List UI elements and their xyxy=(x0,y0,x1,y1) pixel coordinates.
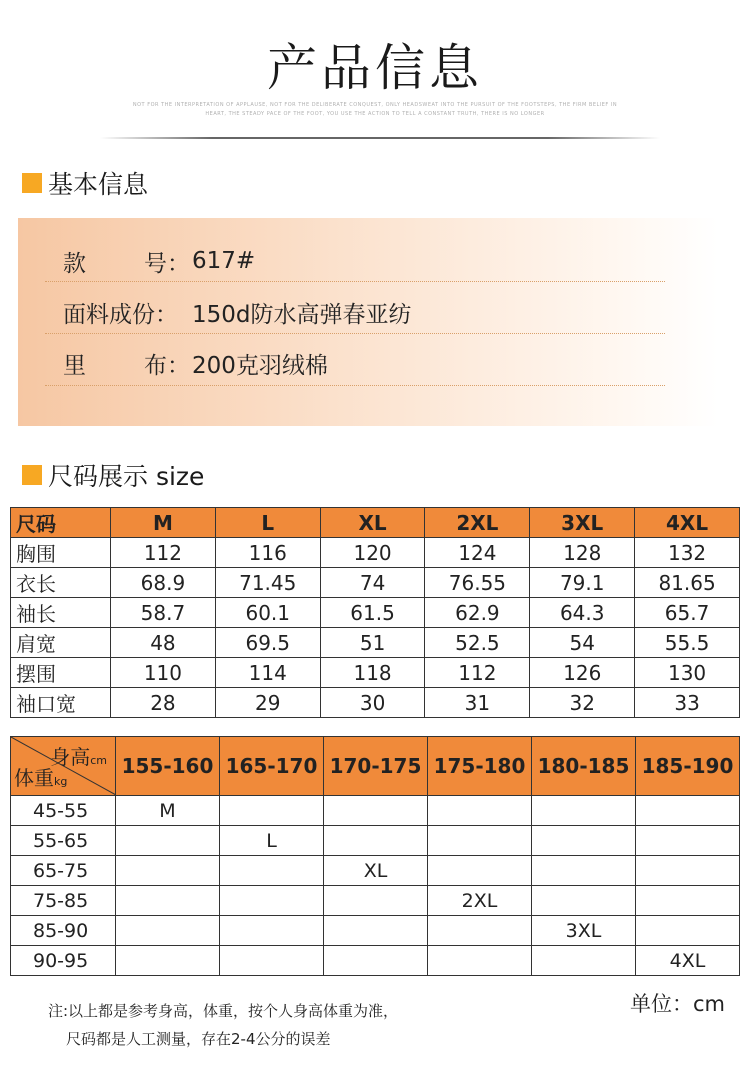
corner-height-label: 身高cm xyxy=(50,745,107,769)
fit-cell: XL xyxy=(324,856,428,886)
fit-cell xyxy=(532,886,636,916)
info-label-style xyxy=(45,245,190,278)
size-heading xyxy=(22,460,204,490)
fit-cell xyxy=(428,856,532,886)
table-cell: 32 xyxy=(530,688,635,718)
fit-cell xyxy=(220,946,324,976)
weight-range: 90-95 xyxy=(11,946,116,976)
dotted-divider xyxy=(45,281,665,282)
fit-table xyxy=(10,736,740,976)
note-line-2: 尺码都是人工测量，存在2-4公分的误差 xyxy=(66,1030,331,1048)
table-cell: 69.5 xyxy=(215,628,320,658)
fit-cell xyxy=(324,886,428,916)
table-cell: 58.7 xyxy=(111,598,216,628)
table-row xyxy=(11,628,740,658)
fit-cell xyxy=(636,856,740,886)
table-cell: 64.3 xyxy=(530,598,635,628)
height-range-header: 155-160 xyxy=(116,737,220,796)
table-cell: 60.1 xyxy=(215,598,320,628)
title-divider xyxy=(100,137,660,139)
size-table xyxy=(10,507,740,718)
size-heading-text: 尺码展示 size xyxy=(48,462,205,491)
fit-cell xyxy=(324,946,428,976)
fit-cell xyxy=(220,886,324,916)
info-label-lining xyxy=(45,347,190,380)
table-cell: 128 xyxy=(530,538,635,568)
table-row xyxy=(11,856,740,886)
fit-cell xyxy=(324,916,428,946)
fit-cell xyxy=(220,796,324,826)
info-label-part: 款 xyxy=(63,250,86,277)
fit-cell: L xyxy=(220,826,324,856)
fit-cell xyxy=(116,886,220,916)
fit-cell: 3XL xyxy=(532,916,636,946)
height-range-header: 180-185 xyxy=(532,737,636,796)
height-range-header: 165-170 xyxy=(220,737,324,796)
unit-label: 单位：cm xyxy=(630,992,726,1016)
table-cell: 110 xyxy=(111,658,216,688)
fit-cell xyxy=(532,946,636,976)
weight-range: 45-55 xyxy=(11,796,116,826)
fit-cell xyxy=(220,916,324,946)
basic-info-heading xyxy=(22,168,148,198)
fit-cell xyxy=(428,796,532,826)
table-cell: 52.5 xyxy=(425,628,530,658)
table-cell: 81.65 xyxy=(635,568,740,598)
fit-cell xyxy=(532,826,636,856)
size-header-cell: 3XL xyxy=(530,508,635,538)
table-row xyxy=(11,886,740,916)
fit-cell xyxy=(532,856,636,886)
table-row xyxy=(11,568,740,598)
height-range-header: 185-190 xyxy=(636,737,740,796)
table-cell: 62.9 xyxy=(425,598,530,628)
dotted-divider xyxy=(45,333,665,334)
corner-weight-label: 体重kg xyxy=(14,766,68,790)
height-range-header: 175-180 xyxy=(428,737,532,796)
table-cell: 28 xyxy=(111,688,216,718)
fit-cell xyxy=(636,826,740,856)
table-cell: 124 xyxy=(425,538,530,568)
info-label-fabric xyxy=(45,296,190,329)
measure-name: 袖口宽 xyxy=(11,688,111,718)
table-cell: 116 xyxy=(215,538,320,568)
measure-name: 袖长 xyxy=(11,598,111,628)
table-cell: 118 xyxy=(320,658,425,688)
table-cell: 126 xyxy=(530,658,635,688)
info-row-fabric xyxy=(45,297,665,327)
measure-name: 胸围 xyxy=(11,538,111,568)
fit-cell xyxy=(428,916,532,946)
fit-cell xyxy=(636,916,740,946)
table-cell: 112 xyxy=(111,538,216,568)
info-value-lining: 200克羽绒棉 xyxy=(192,352,328,379)
size-header-cell: L xyxy=(215,508,320,538)
size-header-cell: 2XL xyxy=(425,508,530,538)
table-cell: 55.5 xyxy=(635,628,740,658)
fit-cell xyxy=(532,796,636,826)
table-cell: 74 xyxy=(320,568,425,598)
fit-cell: M xyxy=(116,796,220,826)
basic-info-heading-text: 基本信息 xyxy=(48,170,149,199)
measure-name: 肩宽 xyxy=(11,628,111,658)
weight-range: 55-65 xyxy=(11,826,116,856)
size-table-header-row xyxy=(11,508,740,538)
fit-cell xyxy=(324,826,428,856)
table-cell: 71.45 xyxy=(215,568,320,598)
fit-cell xyxy=(636,796,740,826)
table-row xyxy=(11,658,740,688)
fit-cell xyxy=(324,796,428,826)
table-cell: 30 xyxy=(320,688,425,718)
measure-name: 衣长 xyxy=(11,568,111,598)
table-row xyxy=(11,826,740,856)
fit-cell: 4XL xyxy=(636,946,740,976)
weight-range: 65-75 xyxy=(11,856,116,886)
table-cell: 132 xyxy=(635,538,740,568)
note-line-1: 注:以上都是参考身高，体重，按个人身高体重为准， xyxy=(48,1002,399,1020)
table-cell: 68.9 xyxy=(111,568,216,598)
page-title: 产品信息 xyxy=(267,39,483,97)
title-subtext-line2: HEART, THE STEADY PACE OF THE FOOT, YOU USE THE ACTION TO TELL A CONSTANT TRUTH, THERE IS NO LONGER xyxy=(205,111,545,117)
table-cell: 51 xyxy=(320,628,425,658)
table-cell: 31 xyxy=(425,688,530,718)
fit-cell xyxy=(116,826,220,856)
table-row xyxy=(11,916,740,946)
table-cell: 48 xyxy=(111,628,216,658)
weight-range: 75-85 xyxy=(11,886,116,916)
measure-name: 摆围 xyxy=(11,658,111,688)
fit-corner-cell xyxy=(11,737,116,796)
dotted-divider xyxy=(45,385,665,386)
title-subtext-line1: NOT FOR THE INTERPRETATION OF APPLAUSE, NOT FOR THE DELIBERATE CONQUEST, ONLY HEADSWEAT INTO THE PURSUIT OF THE FOOTSTEPS, THE FIRM BELIEF IN xyxy=(132,102,618,108)
info-label-part: 布： xyxy=(144,352,190,379)
fit-cell xyxy=(116,856,220,886)
table-cell: 114 xyxy=(215,658,320,688)
table-cell: 130 xyxy=(635,658,740,688)
size-header-cell: M xyxy=(111,508,216,538)
info-label-part: 号： xyxy=(144,250,190,277)
size-header-cell: XL xyxy=(320,508,425,538)
info-value-fabric: 150d防水高弹春亚纺 xyxy=(192,301,412,328)
fit-cell xyxy=(220,856,324,886)
fit-cell xyxy=(428,826,532,856)
table-cell: 33 xyxy=(635,688,740,718)
table-cell: 79.1 xyxy=(530,568,635,598)
weight-range: 85-90 xyxy=(11,916,116,946)
table-cell: 29 xyxy=(215,688,320,718)
size-header-cell: 尺码 xyxy=(11,508,111,538)
heading-square-icon xyxy=(22,173,42,193)
table-cell: 76.55 xyxy=(425,568,530,598)
fit-cell xyxy=(116,946,220,976)
table-row xyxy=(11,598,740,628)
table-cell: 54 xyxy=(530,628,635,658)
fit-cell xyxy=(428,946,532,976)
table-row xyxy=(11,688,740,718)
fit-cell xyxy=(636,886,740,916)
table-cell: 112 xyxy=(425,658,530,688)
table-row xyxy=(11,796,740,826)
fit-cell: 2XL xyxy=(428,886,532,916)
info-row-lining xyxy=(45,348,665,378)
info-label-part: 面料成份： xyxy=(63,301,178,328)
table-row xyxy=(11,538,740,568)
info-row-style xyxy=(45,246,665,276)
info-value-style: 617# xyxy=(192,248,256,274)
table-cell: 120 xyxy=(320,538,425,568)
table-cell: 65.7 xyxy=(635,598,740,628)
table-cell: 61.5 xyxy=(320,598,425,628)
fit-cell xyxy=(116,916,220,946)
info-label-part: 里 xyxy=(63,352,86,379)
height-range-header: 170-175 xyxy=(324,737,428,796)
fit-table-header-row xyxy=(11,737,740,796)
size-header-cell: 4XL xyxy=(635,508,740,538)
table-row xyxy=(11,946,740,976)
heading-square-icon xyxy=(22,465,42,485)
